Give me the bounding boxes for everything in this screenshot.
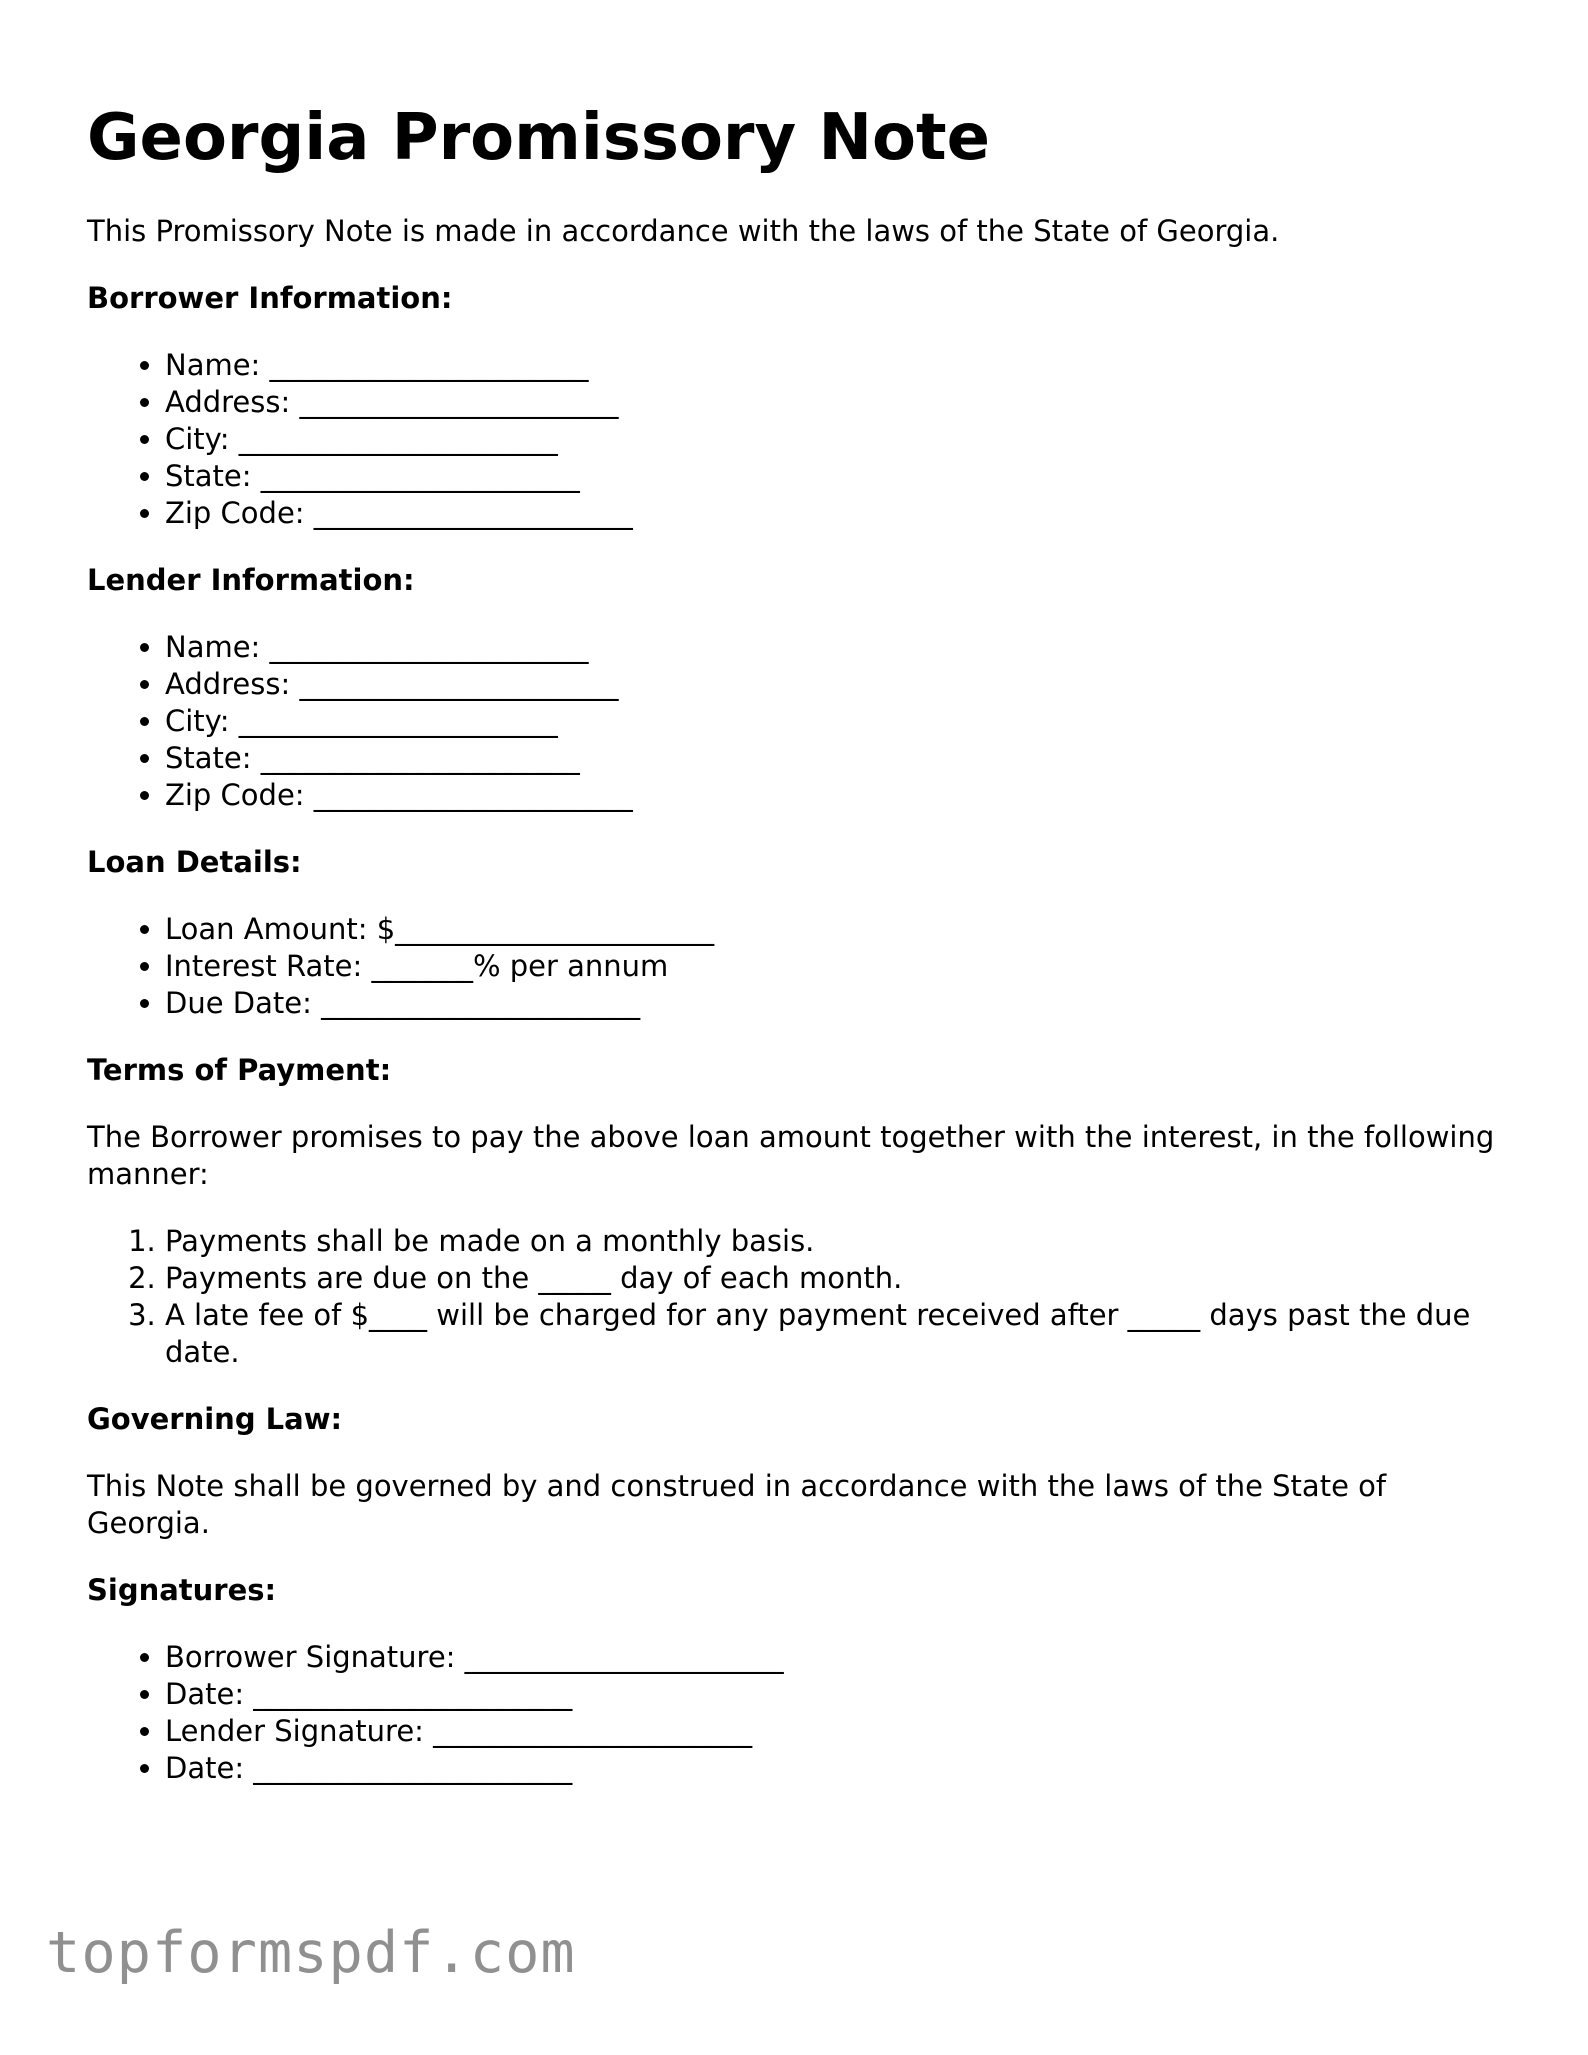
borrower-city-field: • City: ______________________: [165, 421, 1507, 458]
governing-law-heading: Governing Law:: [87, 1401, 343, 1436]
interest-rate-field: • Interest Rate: _______% per annum: [165, 948, 1507, 985]
borrower-address-field: • Address: ______________________: [165, 384, 1507, 421]
signatures-heading: Signatures:: [87, 1572, 277, 1607]
terms-paragraph: The Borrower promises to pay the above loan amount together with the interest, in the following manner:: [87, 1119, 1495, 1191]
loan-amount-field: • Loan Amount: $______________________: [165, 911, 1507, 948]
borrower-zip-field: • Zip Code: ______________________: [165, 495, 1507, 532]
terms-item: 3. A late fee of $____ will be charged for any payment received after _____ days past the due date.: [165, 1297, 1507, 1371]
terms-heading: Terms of Payment:: [87, 1052, 392, 1087]
borrower-signature-field: • Borrower Signature: ______________________: [165, 1639, 1507, 1676]
lender-date-field: • Date: ______________________: [165, 1750, 1507, 1787]
lender-field-list: [87, 629, 1507, 814]
terms-item: 2. Payments are due on the _____ day of each month.: [165, 1260, 1507, 1297]
lender-zip-field: • Zip Code: ______________________: [165, 777, 1507, 814]
borrower-date-field: • Date: ______________________: [165, 1676, 1507, 1713]
borrower-field-list: [87, 347, 1507, 532]
borrower-heading: Borrower Information:: [87, 280, 453, 315]
document-page: [87, 100, 1507, 1817]
document-title: Georgia Promissory Note: [87, 101, 990, 175]
loan-field-list: [87, 911, 1507, 1022]
governing-law-paragraph: This Note shall be governed by and construed in accordance with the laws of the State of Georgia.: [87, 1468, 1387, 1540]
lender-signature-field: • Lender Signature: ______________________: [165, 1713, 1507, 1750]
watermark: topformspdf.com: [46, 1920, 576, 1986]
terms-item: 1. Payments shall be made on a monthly basis.: [165, 1223, 1507, 1260]
due-date-field: • Due Date: ______________________: [165, 985, 1507, 1022]
borrower-name-field: • Name: ______________________: [165, 347, 1507, 384]
lender-state-field: • State: ______________________: [165, 740, 1507, 777]
intro-paragraph: This Promissory Note is made in accordance with the laws of the State of Georgia.: [87, 213, 1280, 248]
lender-address-field: • Address: ______________________: [165, 666, 1507, 703]
terms-list: [87, 1223, 1507, 1371]
lender-heading: Lender Information:: [87, 562, 415, 597]
borrower-state-field: • State: ______________________: [165, 458, 1507, 495]
lender-city-field: • City: ______________________: [165, 703, 1507, 740]
signature-field-list: [87, 1639, 1507, 1787]
lender-name-field: • Name: ______________________: [165, 629, 1507, 666]
loan-details-heading: Loan Details:: [87, 844, 302, 879]
